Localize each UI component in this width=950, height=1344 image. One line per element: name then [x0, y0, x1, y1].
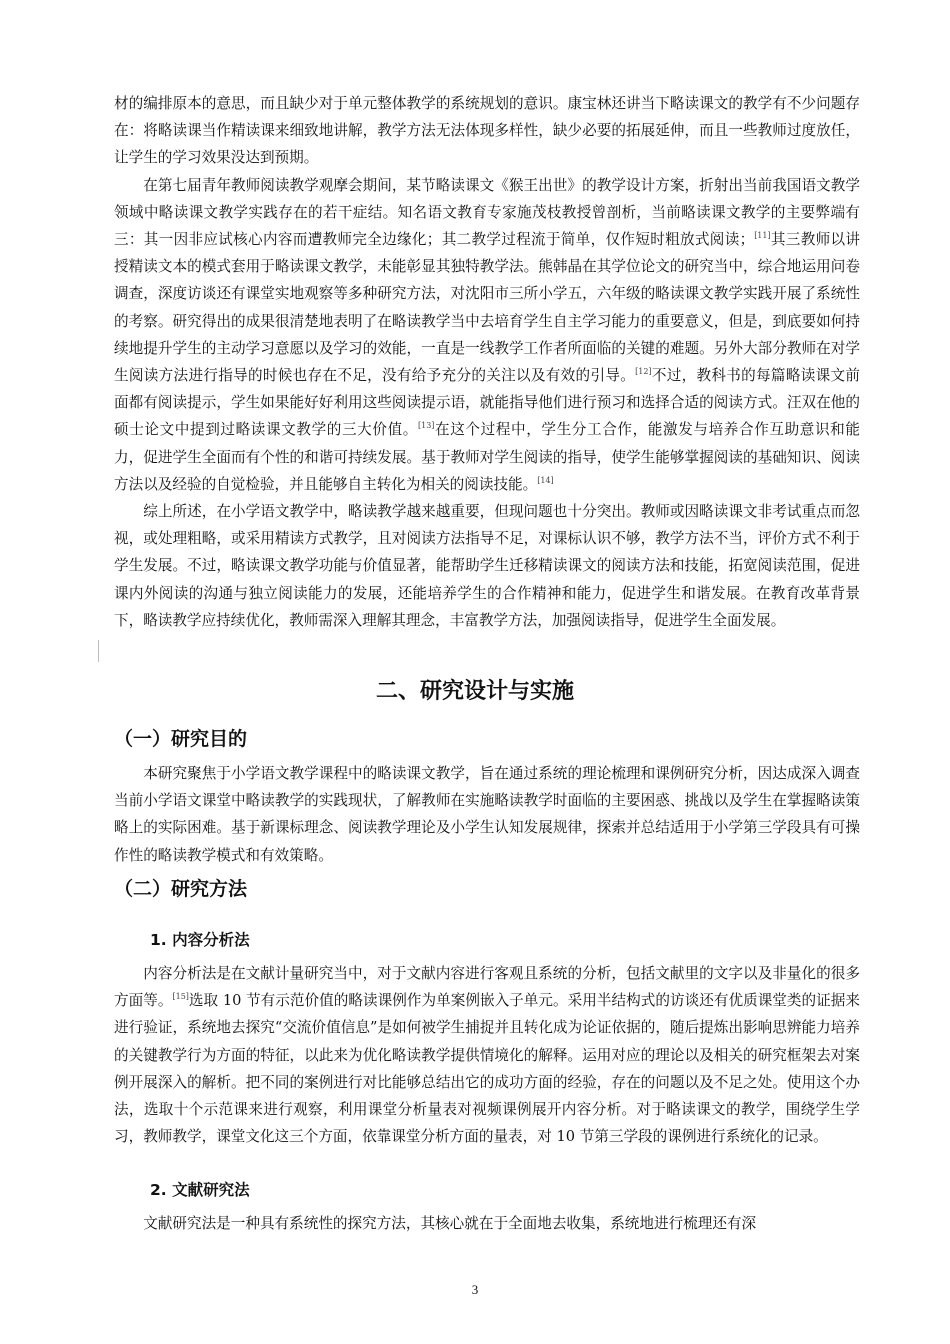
citation-ref: [11] — [754, 231, 771, 241]
body-text-block — [114, 90, 860, 634]
paragraph-text: 其三教师以讲授精读文本的模式套用于略读课文教学，未能彰显其独特教学法。熊韩晶在其学位论文的研究当中，综合地运用问卷调查，深度访谈还有课堂实地观察等多种研究方法，对沈阳市三所小学五，六年级的略读课文教学实践开展了系统性的考察。研究得出的成果很清楚地表明了在略读教学当中去培育学生自主学习能力的重要意义，但是，到底要如何持续地提升学生的主动学习意愿以及学习的效能，一直是一线教学工作者所面临的关键的难题。另外大部分教师在对学生阅读方法进行指导的时候也存在不足，没有给予充分的关注以及有效的引导。 — [114, 231, 860, 385]
paragraph-continued: 材的编排原本的意思，而且缺少对于单元整体教学的系统规划的意识。康宝林还讲当下略读课文的教学有不少问题存在：将略读课当作精读课来细致地讲解，教学方法无法体现多样性，缺少必要的拓展延伸，而且一些教师过度放任，让学生的学习效果没达到预期。 — [114, 95, 860, 167]
subsection-title-methods: （二）研究方法 — [114, 878, 248, 900]
citation-ref: [13] — [417, 421, 435, 431]
paragraph-content-analysis — [114, 960, 860, 1150]
paragraph-literature-review — [114, 172, 860, 498]
literature-research-text-block — [114, 1210, 860, 1237]
paragraph-text: 选取 10 节有示范价值的略读课例作为单案例嵌入子单元。采用半结构式的访谈还有优质课堂类的证据来进行验证，系统地去探究“交流价值信息”是如何被学生捕捉并且转化成为论证依据的，随后提炼出影响思辨能力培养的关键教学行为方面的特征，以此来为优化略读教学提供情境化的解释。运用对应的理论以及相关的研究框架去对案例开展深入的解析。把不同的案例进行对比能够总结出它的成功方面的经验，存在的问题以及不足之处。使用这个办法，选取十个示范课来进行观察，利用课堂分析量表对视频课例展开内容分析。对于略读课文的教学，围绕学生学习，教师教学，课堂文化这三个方面，依靠课堂分析方面的量表，对 10 节第三学段的课例进行系统化的记录。 — [114, 992, 860, 1146]
method-title-content-analysis: 1. 内容分析法 — [150, 931, 250, 949]
subsection-title-purpose: （一）研究目的 — [114, 728, 248, 750]
paragraph-purpose: 本研究聚焦于小学语文教学课程中的略读课文教学，旨在通过系统的理论梳理和课例研究分析，因达成深入调查当前小学语文课堂中略读教学的实践现状，了解教师在实施略读教学时面临的主要困惑、挑战以及学生在掌握略读策略上的实际困难。基于新课标理念、阅读教学理论及小学生认知发展规律，探索并总结适用于小学第三学段具有可操作性的略读教学模式和有效策略。 — [114, 765, 860, 864]
content-analysis-text-block — [114, 960, 860, 1150]
citation-ref: [14] — [537, 475, 554, 485]
citation-ref: [15] — [172, 992, 189, 1002]
method-title-literature-research: 2. 文献研究法 — [150, 1181, 250, 1199]
margin-marker — [98, 640, 99, 662]
paragraph-text: 不过，教科书的每篇略读课文前面都有阅读提示，学生如果能好好利用这些阅读提示语，就能指导他们进行预习和选择合适的阅读方式。汪双在他的硕士论文中提到过略读课文教学的三大价值。 — [114, 367, 860, 439]
purpose-text-block — [114, 760, 860, 869]
paragraph-text: 在这个过程中，学生分工合作，能激发与培养合作互助意识和能力，促进学生全面而有个性的和谐可持续发展。基于教师对学生阅读的指导，使学生能够掌握阅读的基础知识、阅读方法以及经验的自觉检验，并且能够自主转化为相关的阅读技能。 — [114, 421, 860, 493]
paragraph-text: 内容分析法是在文献计量研究当中，对于文献内容进行客观且系统的分析，包括文献里的文字以及非量化的很多方面等。 — [114, 965, 860, 1010]
paragraph-literature-research: 文献研究法是一种具有系统性的探究方法，其核心就在于全面地去收集，系统地进行梳理还有深 — [143, 1215, 757, 1232]
citation-ref: [12] — [635, 367, 652, 377]
page-number: 3 — [471, 1282, 479, 1297]
paragraph-summary: 综上所述，在小学语文教学中，略读教学越来越重要，但现问题也十分突出。教师或因略读课文非考试重点而忽视，或处理粗略，或采用精读方式教学，且对阅读方法指导不足，对课标认识不够，教学方法不当，评价方式不利于学生发展。不过，略读课文教学功能与价值显著，能帮助学生迁移精读课文的阅读方法和技能，拓宽阅读范围，促进课内外阅读的沟通与独立阅读能力的发展，还能培养学生的合作精神和能力，促进学生和谐发展。在教育改革背景下，略读教学应持续优化，教师需深入理解其理念，丰富教学方法，加强阅读指导，促进学生全面发展。 — [114, 503, 860, 629]
paragraph-text: 在第七届青年教师阅读教学观摩会期间，某节略读课文《猴王出世》的教学设计方案，折射出当前我国语文教学领域中略读课文教学实践存在的若干症结。知名语文教育专家施茂枝教授曾剖析，当前略读课文教学的主要弊端有三：其一因非应试核心内容而遭教师完全边缘化；其二教学过程流于简单，仅作短时粗放式阅读； — [114, 176, 860, 249]
section-title: 二、研究设计与实施 — [375, 679, 574, 704]
